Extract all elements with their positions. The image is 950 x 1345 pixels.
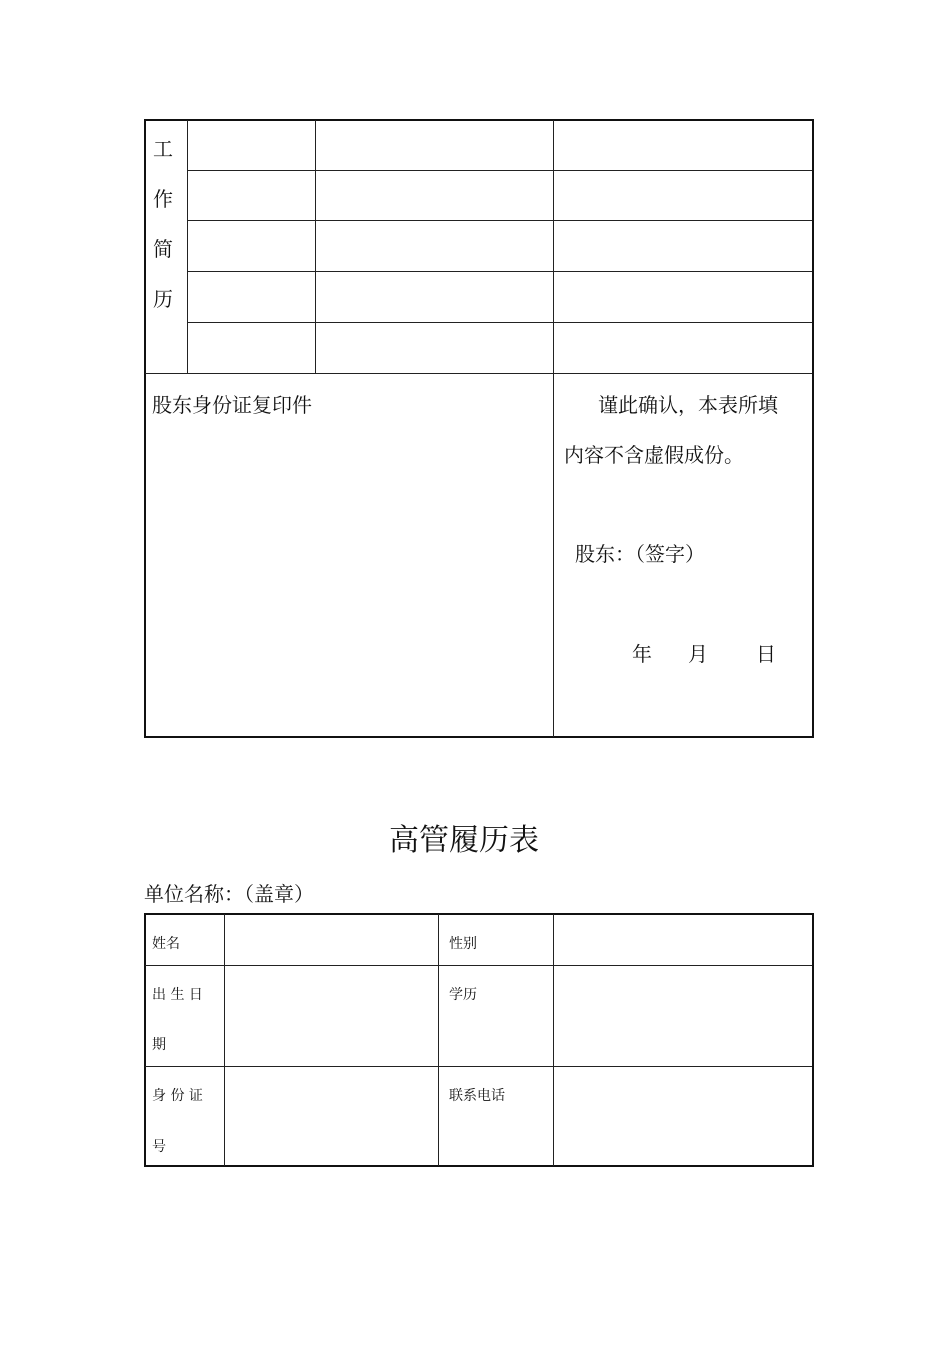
- work-history-cell[interactable]: [188, 323, 314, 372]
- table-divider: [145, 373, 812, 374]
- date-day-label: 日: [756, 642, 776, 666]
- unit-name-label: 单位名称：（盖章）: [144, 882, 314, 906]
- work-history-cell[interactable]: [316, 272, 552, 321]
- confirmation-line-1: 谨此确认，本表所填: [598, 393, 778, 417]
- work-history-label-char: 作: [153, 187, 173, 211]
- work-history-label-char: 历: [153, 287, 173, 311]
- name-field[interactable]: [225, 915, 437, 964]
- work-history-cell[interactable]: [554, 171, 812, 219]
- table-divider: [438, 914, 439, 1166]
- work-history-cell[interactable]: [188, 121, 314, 169]
- id-copy-area[interactable]: [146, 420, 552, 736]
- work-history-cell[interactable]: [554, 221, 812, 270]
- work-history-cell[interactable]: [554, 323, 812, 372]
- birth-date-label-cont: 期: [152, 1037, 166, 1053]
- work-history-cell[interactable]: [316, 323, 552, 372]
- work-history-cell[interactable]: [554, 121, 812, 169]
- work-history-cell[interactable]: [316, 171, 552, 219]
- id-copy-label: 股东身份证复印件: [152, 393, 312, 417]
- work-history-cell[interactable]: [316, 121, 552, 169]
- education-label: 学历: [449, 987, 477, 1003]
- id-number-field[interactable]: [225, 1067, 437, 1165]
- work-history-cell[interactable]: [554, 272, 812, 321]
- date-month-label: 月: [688, 642, 708, 666]
- name-label: 姓名: [152, 936, 180, 952]
- confirmation-line-2: 内容不含虚假成份。: [564, 443, 744, 467]
- education-field[interactable]: [554, 966, 812, 1065]
- gender-field[interactable]: [554, 915, 812, 964]
- form-title: 高管履历表: [389, 823, 539, 858]
- work-history-cell[interactable]: [188, 221, 314, 270]
- date-year-label: 年: [632, 642, 652, 666]
- phone-label: 联系电话: [449, 1088, 505, 1104]
- work-history-cell[interactable]: [316, 221, 552, 270]
- work-history-cell[interactable]: [188, 272, 314, 321]
- birth-date-field[interactable]: [225, 966, 437, 1065]
- phone-field[interactable]: [554, 1067, 812, 1165]
- work-history-cell[interactable]: [188, 171, 314, 219]
- work-history-label-char: 简: [153, 237, 173, 261]
- signature-label: 股东：（签字）: [575, 542, 705, 566]
- birth-date-label: 出 生 日: [152, 987, 203, 1003]
- id-number-label-cont: 号: [152, 1139, 166, 1155]
- work-history-label-char: 工: [153, 137, 173, 161]
- gender-label: 性别: [449, 936, 477, 952]
- id-number-label: 身 份 证: [152, 1088, 203, 1104]
